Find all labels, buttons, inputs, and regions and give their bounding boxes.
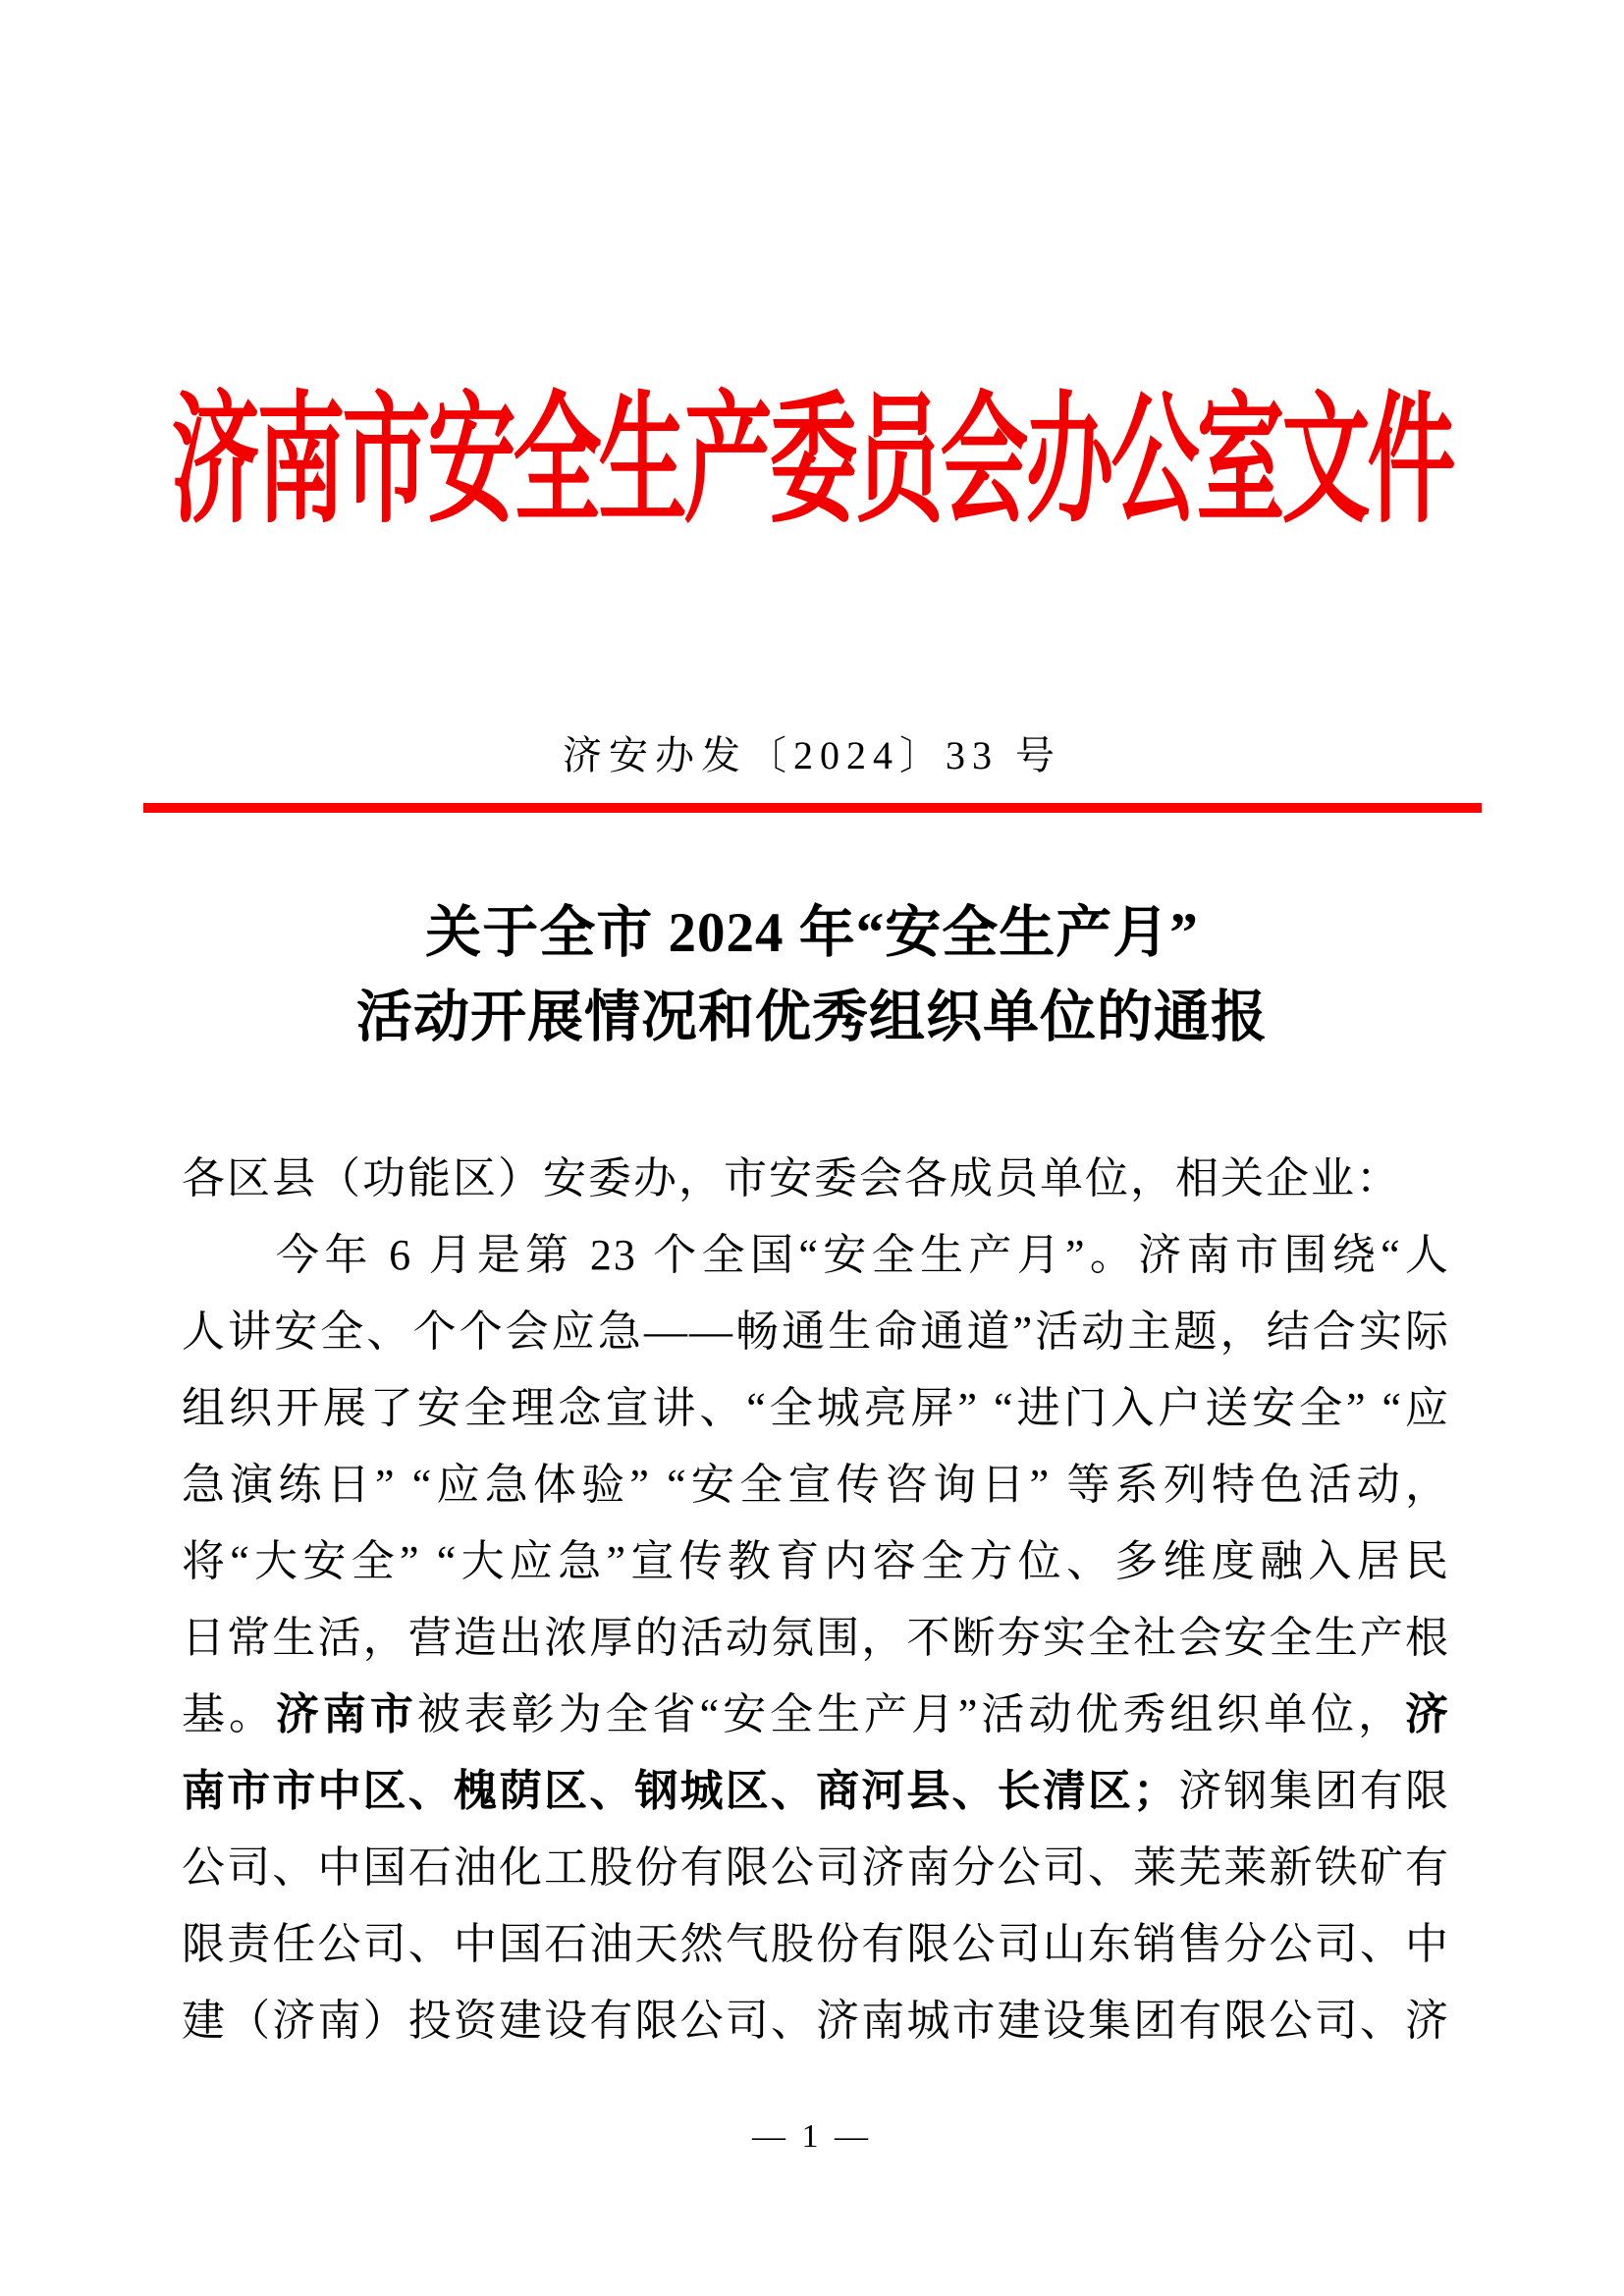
body-regular-text: 限责任公司、中国石油天然气股份有限公司山东销售分公司、中 xyxy=(182,1920,1450,1968)
body-line xyxy=(182,1217,1450,1294)
body-regular-text: 基。 xyxy=(182,1690,276,1738)
document-title-line1: 关于全市 2024 年“安全生产月” xyxy=(425,902,1199,964)
body-regular-text: 今年 6 月是第 23 个全国“安全生产月”。济南市围绕“人 xyxy=(276,1231,1450,1279)
body-regular-text: 各区县（功能区）安委办，市安委会各成员单位，相关企业： xyxy=(182,1154,1401,1202)
body-line xyxy=(182,1294,1450,1370)
body-line xyxy=(182,1141,1450,1217)
body-line xyxy=(182,1600,1450,1677)
body-line xyxy=(182,1677,1450,1753)
body-regular-text: 日常生活，营造出浓厚的活动氛围，不断夯实全社会安全生产根 xyxy=(182,1614,1450,1662)
body-regular-text: 济钢集团有限 xyxy=(1178,1767,1450,1815)
document-title-line2: 活动开展情况和优秀组织单位的通报 xyxy=(356,987,1268,1048)
body-line xyxy=(182,1906,1450,1983)
body-line xyxy=(182,1523,1450,1600)
body-regular-text: 人讲安全、个个会应急——畅通生命通道”活动主题，结合实际 xyxy=(182,1308,1450,1356)
page-number: — 1 — xyxy=(752,2118,872,2155)
body-line xyxy=(182,1753,1450,1830)
body-regular-text: 急演练日” “应急体验” “安全宣传咨询日” 等系列特色活动， xyxy=(182,1461,1450,1509)
document-title xyxy=(0,891,1624,1060)
body-bold-text: 济 xyxy=(1405,1690,1451,1738)
document-number: 济安办发〔2024〕33 号 xyxy=(563,733,1061,777)
body-bold-text: 南市市中区、槐荫区、钢城区、商河县、长清区； xyxy=(182,1767,1179,1815)
body-line xyxy=(182,1370,1450,1447)
body-line xyxy=(182,1983,1450,2059)
red-divider-line xyxy=(143,803,1482,813)
body-regular-text: 组织开展了安全理念宣讲、“全城亮屏” “进门入户送安全” “应 xyxy=(182,1384,1450,1432)
agency-header-title: 济南市安全生产委员会办公室文件 xyxy=(171,385,1453,541)
body-line xyxy=(182,1447,1450,1523)
body-regular-text: 公司、中国石油化工股份有限公司济南分公司、莱芜莱新铁矿有 xyxy=(182,1843,1450,1892)
body-line xyxy=(182,1830,1450,1906)
body-bold-text: 济南市 xyxy=(275,1690,417,1738)
body-regular-text: 建（济南）投资建设有限公司、济南城市建设集团有限公司、济 xyxy=(182,1997,1450,2045)
body-regular-text: 被表彰为全省“安全生产月”活动优秀组织单位， xyxy=(416,1690,1406,1738)
body-text xyxy=(182,1141,1450,2059)
body-regular-text: 将“大安全” “大应急”宣传教育内容全方位、多维度融入居民 xyxy=(182,1537,1450,1585)
